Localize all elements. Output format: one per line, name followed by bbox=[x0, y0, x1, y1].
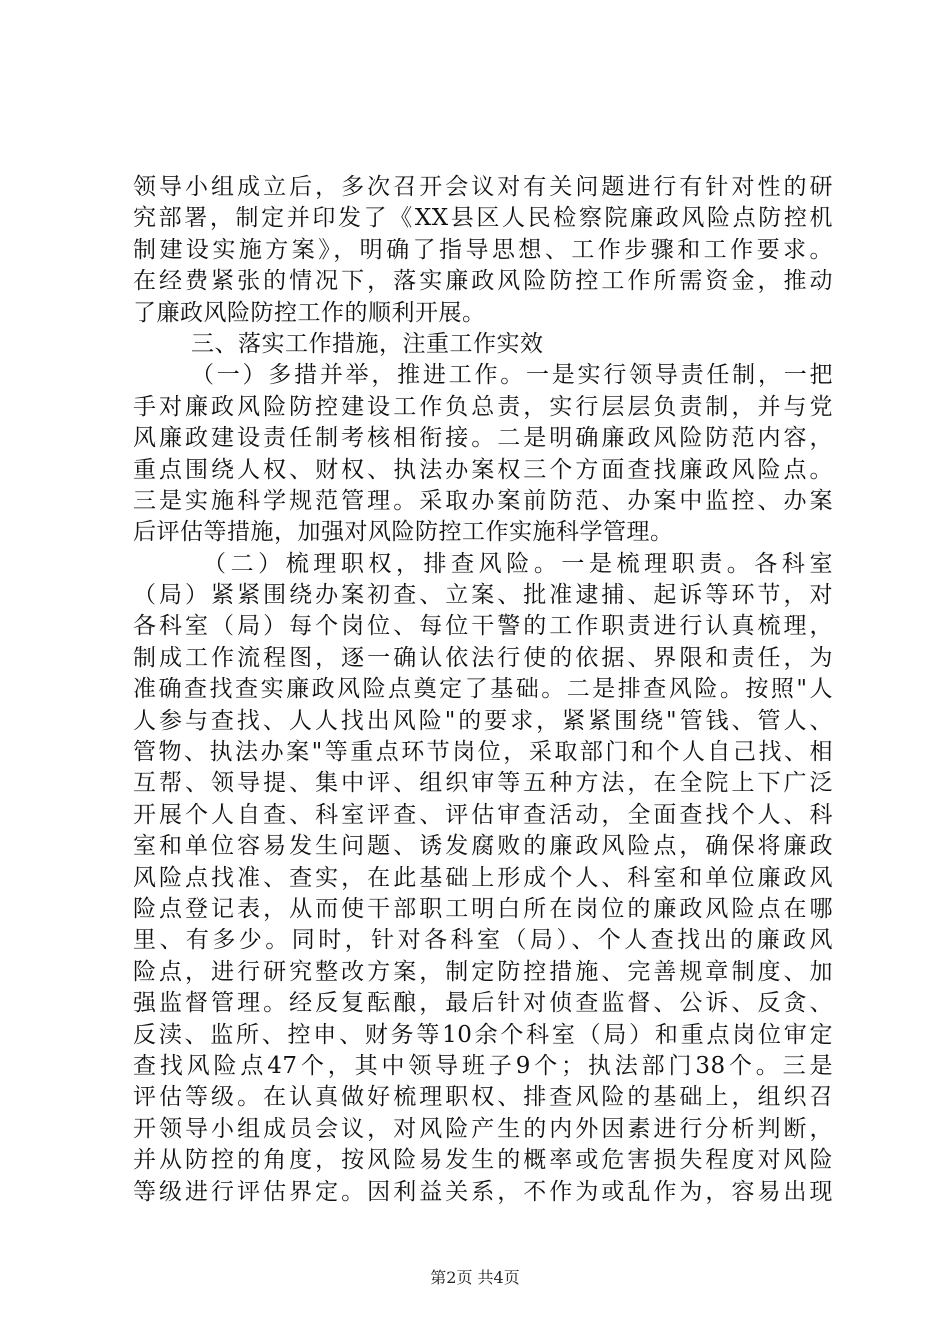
text-line: （局）紧紧围绕办案初查、立案、批准逮捕、起诉等环节，对 bbox=[133, 582, 833, 609]
subsection-heading: （二）梳理职权，排查风险。一是梳理职责。各科室 bbox=[203, 550, 833, 577]
section-heading: 三、落实工作措施，注重工作实效 bbox=[191, 330, 544, 357]
text-line: 风廉政建设责任制考核相衔接。二是明确廉政风险防范内容， bbox=[133, 425, 833, 452]
text-line: 险点登记表，从而使干部职工明白所在岗位的廉政风险点在哪 bbox=[133, 895, 833, 922]
text-line: 评估等级。在认真做好梳理职权、排查风险的基础上，组织召 bbox=[133, 1084, 833, 1111]
text-line: 手对廉政风险防控建设工作负总责，实行层层负责制，并与党 bbox=[133, 393, 833, 420]
text-line: 开领导小组成员会议，对风险产生的内外因素进行分析判断， bbox=[133, 1115, 833, 1142]
text-line: 管物、执法办案"等重点环节岗位，采取部门和个人自己找、相 bbox=[133, 739, 833, 766]
text-line: 查找风险点47个，其中领导班子9个；执法部门38个。三是 bbox=[133, 1052, 833, 1079]
text-line: 风险点找准、查实，在此基础上形成个人、科室和单位廉政风 bbox=[133, 864, 833, 891]
text-line: 险点，进行研究整改方案，制定防控措施、完善规章制度、加 bbox=[133, 958, 833, 985]
text-line: 人参与查找、人人找出风险"的要求，紧紧围绕"管钱、管人、 bbox=[133, 707, 833, 734]
text-line: 准确查找查实廉政风险点奠定了基础。二是排查风险。按照"人 bbox=[133, 676, 833, 703]
text-line: 里、有多少。同时，针对各科室（局）、个人查找出的廉政风 bbox=[133, 927, 833, 954]
document-body bbox=[133, 172, 833, 1208]
page-number-footer: 第2页 共4页 bbox=[430, 1268, 520, 1287]
text-line: 反渎、监所、控申、财务等10余个科室（局）和重点岗位审定 bbox=[133, 1021, 833, 1048]
text-line: 并从防控的角度，按风险易发生的概率或危害损失程度对风险 bbox=[133, 1147, 833, 1174]
text-line: 制成工作流程图，逐一确认依法行使的依据、界限和责任，为 bbox=[133, 644, 833, 671]
subsection-heading: （一）多措并举，推进工作。一是实行领导责任制，一把 bbox=[191, 362, 833, 389]
text-line: 后评估等措施，加强对风险防控工作实施科学管理。 bbox=[133, 519, 674, 546]
text-line: 室和单位容易发生问题、诱发腐败的廉政风险点，确保将廉政 bbox=[133, 833, 833, 860]
text-line: 究部署，制定并印发了《XX县区人民检察院廉政风险点防控机 bbox=[133, 205, 833, 232]
text-line: 重点围绕人权、财权、执法办案权三个方面查找廉政风险点。 bbox=[133, 456, 833, 483]
text-line: 三是实施科学规范管理。采取办案前防范、办案中监控、办案 bbox=[133, 487, 833, 514]
text-line: 等级进行评估界定。因利益关系，不作为或乱作为，容易出现 bbox=[133, 1178, 833, 1205]
text-line: 开展个人自查、科室评查、评估审查活动，全面查找个人、科 bbox=[133, 801, 833, 828]
text-line: 了廉政风险防控工作的顺利开展。 bbox=[133, 299, 486, 326]
text-line: 制建设实施方案》，明确了指导思想、工作步骤和工作要求。 bbox=[133, 236, 833, 263]
text-line: 互帮、领导提、集中评、组织审等五种方法，在全院上下广泛 bbox=[133, 770, 833, 797]
text-line: 在经费紧张的情况下，落实廉政风险防控工作所需资金，推动 bbox=[133, 268, 833, 295]
text-line: 领导小组成立后，多次召开会议对有关问题进行有针对性的研 bbox=[133, 174, 833, 200]
text-line: 各科室（局）每个岗位、每位干警的工作职责进行认真梳理， bbox=[133, 613, 833, 640]
text-line: 强监督管理。经反复酝酿，最后针对侦查监督、公诉、反贪、 bbox=[133, 990, 833, 1017]
